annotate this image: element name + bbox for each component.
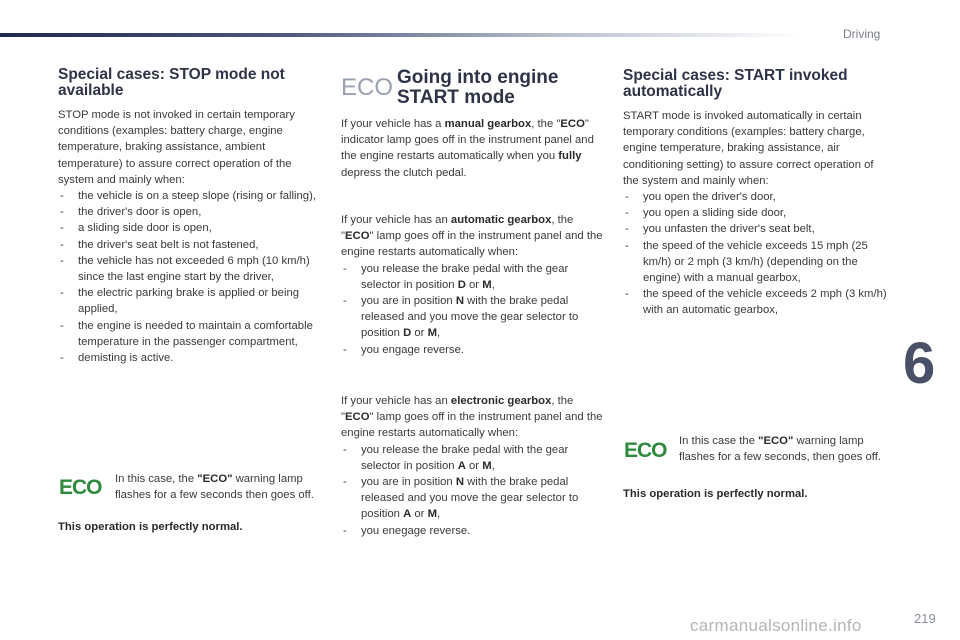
normal-note: This operation is perfectly normal. xyxy=(623,488,808,500)
list-item: - the driver's door is open, xyxy=(58,204,322,220)
list-item: - the speed of the vehicle exceeds 2 mph (3 km/h) with an automatic gearbox, xyxy=(623,286,887,318)
intro-text: START mode is invoked automatically in certain temporary conditions (examples: battery charge, engine temperature, braking assistance, air conditioning setting) to assure correct operation of the system and mainly when: xyxy=(623,110,874,187)
watermark: carmanualsonline.info xyxy=(690,616,862,635)
page-number: 219 xyxy=(914,611,936,626)
list-item: - you open the driver's door, xyxy=(623,189,887,205)
automatic-gearbox-text: If your vehicle has an automatic gearbox, the "ECO" lamp goes off in the instrument panel and the engine restarts automatically when: - you release the brake pedal with the gear selector in position D or M, - you are in position N with the brake pedal released and you move the gear selector to position D or M, - you engage reverse. xyxy=(341,212,605,358)
manual-gearbox-text: If your vehicle has a manual gearbox, the "ECO" indicator lamp goes off in the instrument panel and the engine restarts automatically when you fully depress the clutch pedal. xyxy=(341,118,594,179)
list-item: - you unfasten the driver's seat belt, xyxy=(623,221,887,237)
list-item: - the driver's seat belt is not fastened, xyxy=(58,237,322,253)
chapter-number: 6 xyxy=(903,331,936,396)
intro-text: STOP mode is not invoked in certain temporary conditions (examples: battery charge, engine temperature, braking assistance, ambient temperature) to assure correct operation of the system and mainly when: xyxy=(58,109,295,186)
condition-list xyxy=(58,188,322,366)
condition-list xyxy=(623,189,887,319)
eco-note: In this case, the "ECO" warning lamp flashes for a few seconds then goes off. xyxy=(115,473,314,502)
eco-icon: ECO xyxy=(59,476,102,499)
eco-note: In this case the "ECO" warning lamp flashes for a few seconds, then goes off. xyxy=(679,435,882,464)
list-item: - the engine is needed to maintain a comfortable temperature in the passenger compartment, xyxy=(58,318,322,350)
section-title: Special cases: STOP mode not available xyxy=(58,66,285,99)
column-start-invoked xyxy=(623,68,887,319)
condition-list xyxy=(341,261,605,358)
list-item: - you open a sliding side door, xyxy=(623,205,887,221)
list-item: - the speed of the vehicle exceeds 15 mph (25 km/h) or 2 mph (3 km/h) (depending on the engine) with a manual gearbox, xyxy=(623,238,887,287)
eco-icon: ECO xyxy=(624,439,667,462)
list-item: - demisting is active. xyxy=(58,350,322,366)
section-title: Going into engine START mode xyxy=(397,67,559,108)
chapter-title: Driving xyxy=(843,27,881,41)
electronic-gearbox-text: If your vehicle has an electronic gearbox, the "ECO" lamp goes off in the instrument panel and the engine restarts automatically when: - you release the brake pedal with the gear selector in position A or M, - you are in position N with the brake pedal released and you move the gear selector to position A or M, - you enegage reverse. xyxy=(341,393,605,539)
list-item: - you engage reverse. xyxy=(341,342,605,358)
header-bar xyxy=(0,33,800,37)
list-item: - you are in position N with the brake pedal released and you move the gear selector to position A or M, xyxy=(341,474,605,523)
list-item: - the vehicle has not exceeded 6 mph (10 km/h) since the last engine start by the driver, xyxy=(58,253,322,285)
condition-list xyxy=(341,442,605,539)
list-item: - the electric parking brake is applied or being applied, xyxy=(58,285,322,317)
list-item: - you release the brake pedal with the gear selector in position A or M, xyxy=(341,442,605,474)
normal-note: This operation is perfectly normal. xyxy=(58,521,243,533)
eco-icon: ECO xyxy=(341,74,394,101)
list-item: - you release the brake pedal with the gear selector in position D or M, xyxy=(341,261,605,293)
list-item: - a sliding side door is open, xyxy=(58,220,322,236)
list-item: - the vehicle is on a steep slope (rising or falling), xyxy=(58,188,322,204)
section-title: Special cases: START invoked automatically xyxy=(623,67,848,100)
list-item: - you enegage reverse. xyxy=(341,523,605,539)
column-stop-not-available xyxy=(58,67,322,366)
list-item: - you are in position N with the brake pedal released and you move the gear selector to position D or M, xyxy=(341,293,605,342)
